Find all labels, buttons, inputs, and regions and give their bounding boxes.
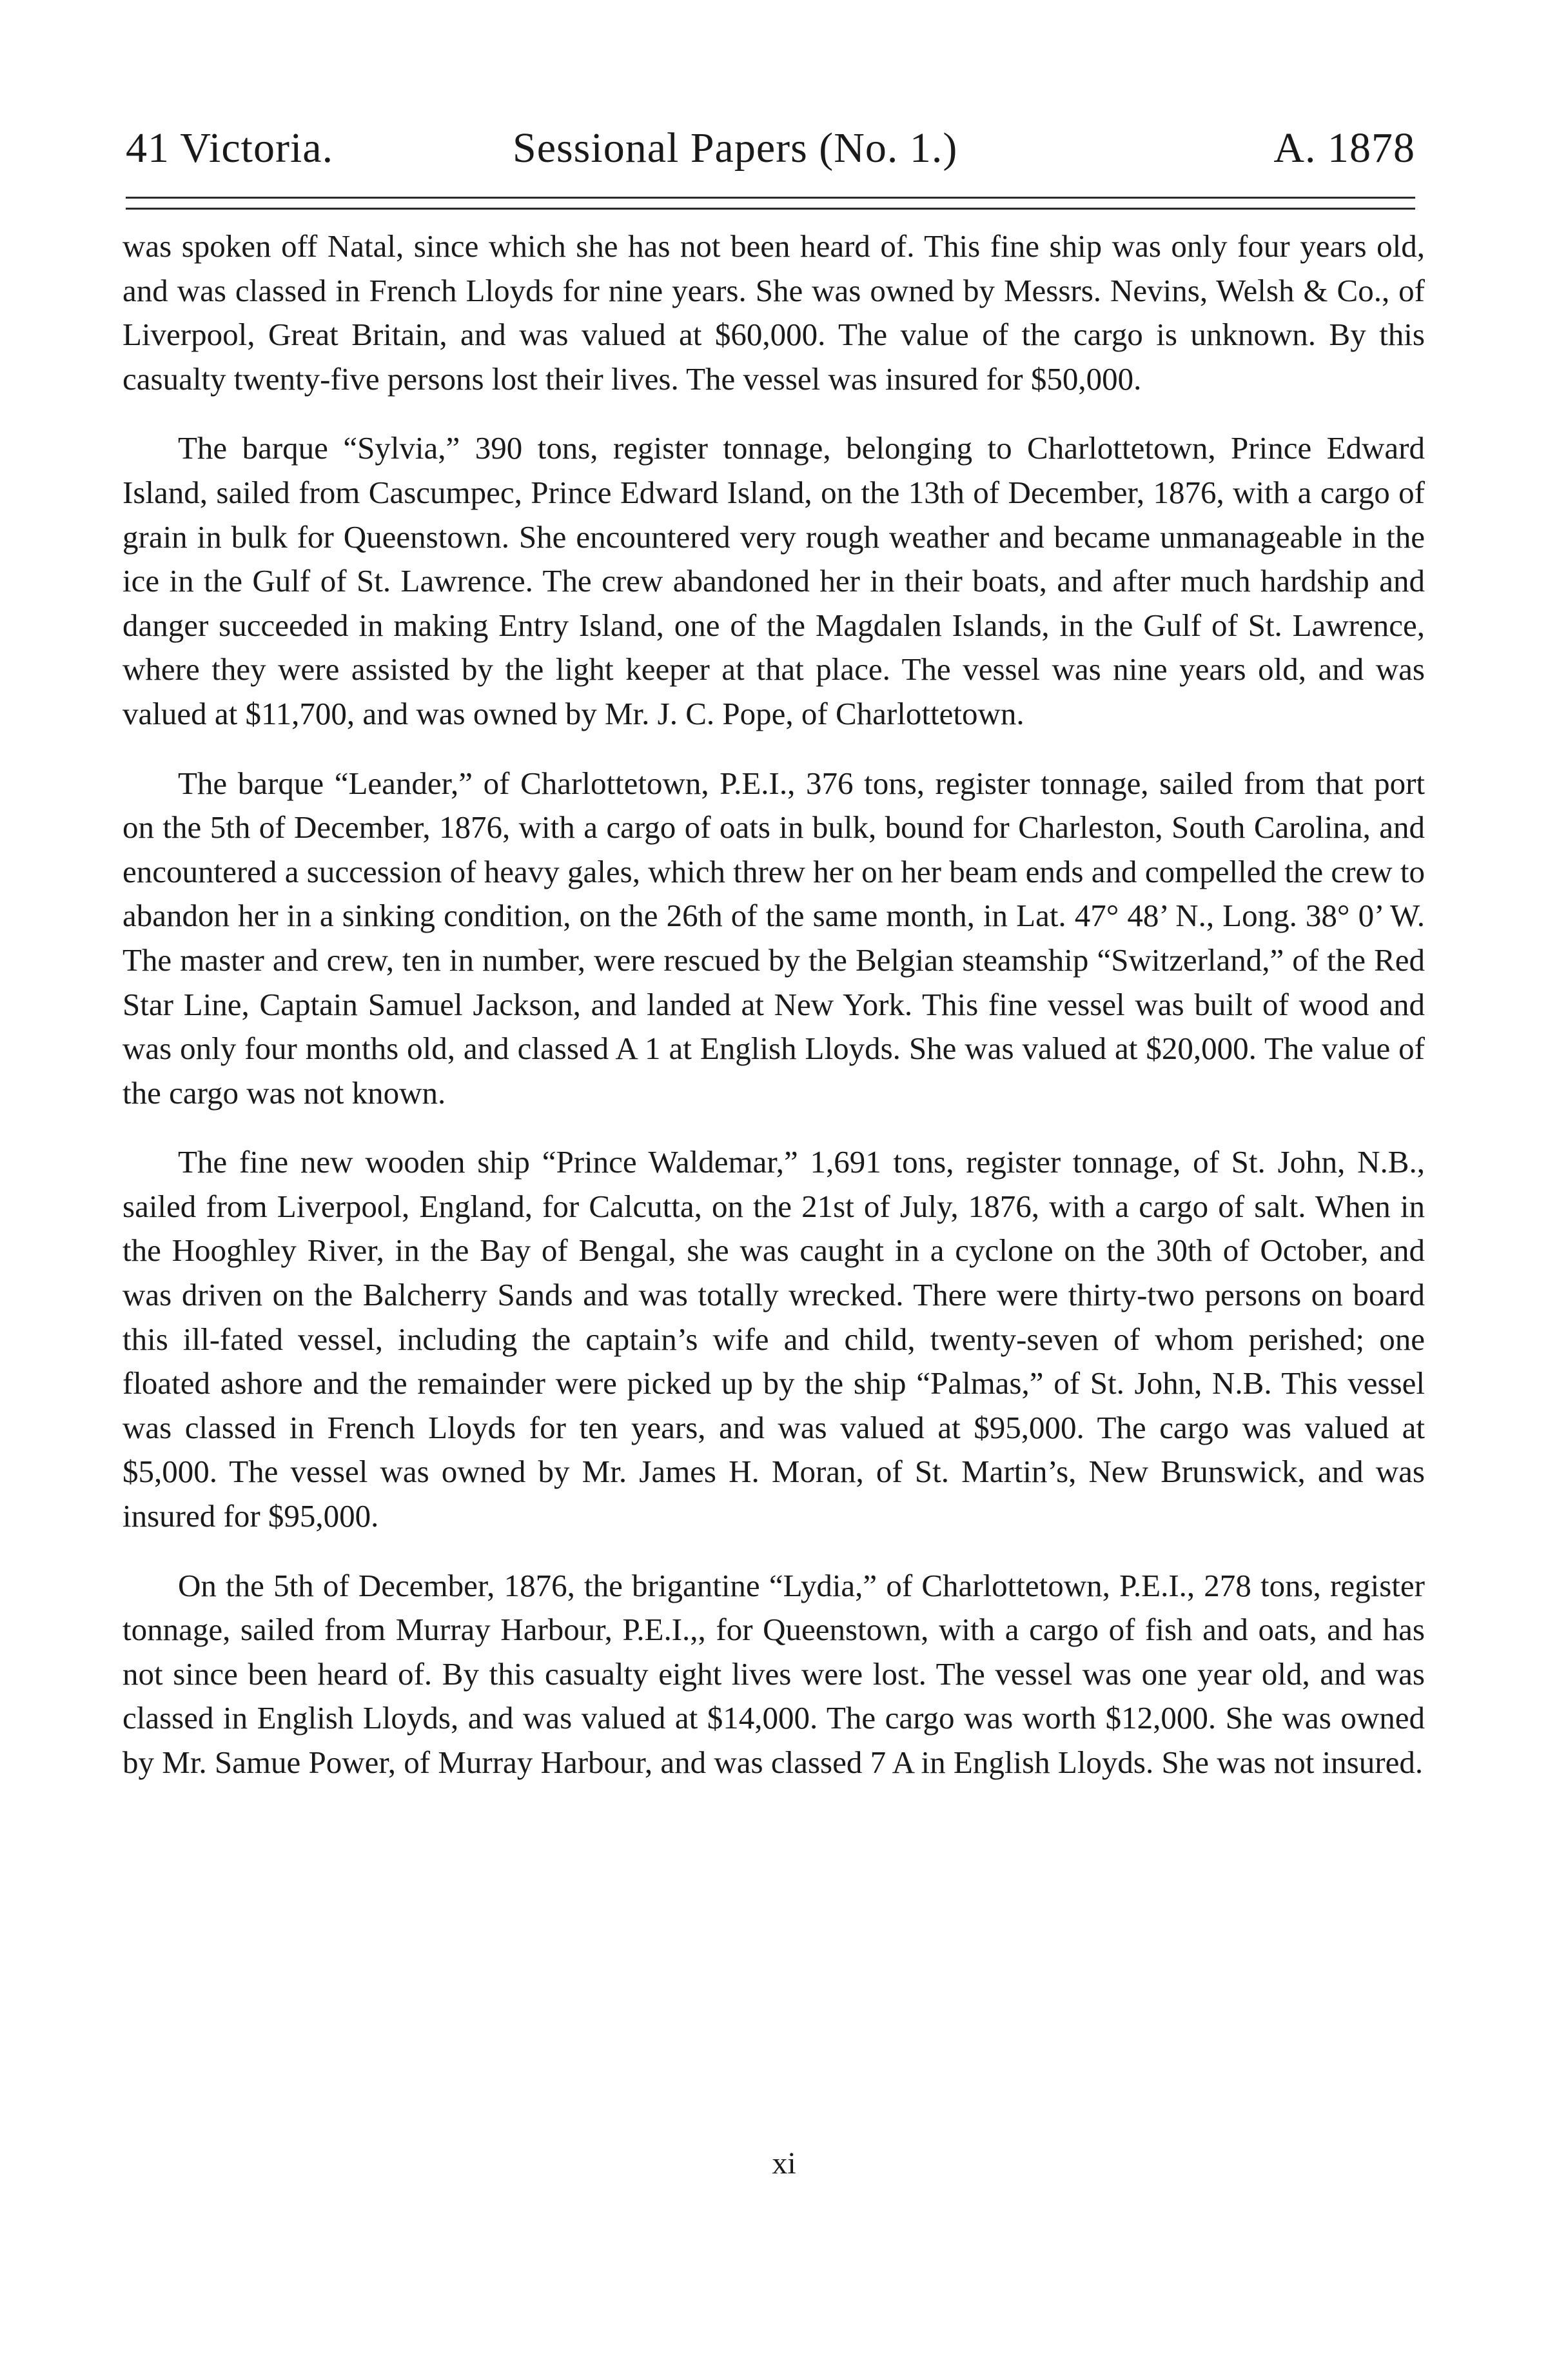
header-rule-top bbox=[126, 197, 1415, 199]
page-number: xi bbox=[772, 2146, 796, 2181]
running-head-title: Sessional Papers (No. 1.) bbox=[513, 124, 958, 172]
paragraph-sylvia: The barque “Sylvia,” 390 tons, register tonnage, belonging to Charlottetown, Prince Edward Island, sailed from Cascumpec, Prince Edward Island, on the 13th of December, 1876, with a cargo of grain in bulk for Queenstown. She encountered very rough weather and became unmanageable in the ice in the Gulf of St. Lawrence. The crew abandoned her in their boats, and after much hardship and danger succeeded in making Entry Island, one of the Magdalen Islands, in the Gulf of St. Lawrence, where they were assisted by the light keeper at that place. The vessel was nine years old, and was valued at $11,700, and was owned by Mr. J. C. Pope, of Charlottetown. bbox=[122, 430, 1425, 731]
body-text bbox=[122, 224, 1425, 1810]
header-rule-bottom bbox=[126, 208, 1415, 210]
running-head bbox=[126, 110, 1415, 187]
paragraph-natal-continued: was spoken off Natal, since which she has not been heard of. This fine ship was only four years old, and was classed in French Lloyds for nine years. She was owned by Messrs. Nevins, Welsh & Co., of Liverpool, Great Britain, and was valued at $60,000. The value of the cargo is unknown. By this casualty twenty-five persons lost their lives. The vessel was insured for $50,000. bbox=[122, 228, 1425, 397]
paragraph-lydia: On the 5th of December, 1876, the brigantine “Lydia,” of Charlottetown, P.E.I., 278 tons, register tonnage, sailed from Murray Harbour, P.E.I.,, for Queenstown, with a cargo of fish and oats, and has not since been heard of. By this casualty eight lives were lost. The vessel was one year old, and was classed in English Lloyds, and was valued at $14,000. The cargo was worth $12,000. She was owned by Mr. Samue Power, of Murray Harbour, and was classed 7 A in English Lloyds. She was not insured. bbox=[122, 1567, 1425, 1780]
running-head-right: A. 1878 bbox=[1273, 124, 1415, 172]
paragraph-leander: The barque “Leander,” of Charlottetown, P.E.I., 376 tons, register tonnage, sailed from that port on the 5th of December, 1876, with a cargo of oats in bulk, bound for Charleston, South Carolina, and encountered a succession of heavy gales, which threw her on her beam ends and compelled the crew to abandon her in a sinking condition, on the 26th of the same month, in Lat. 47° 48’ N., Long. 38° 0’ W. The master and crew, ten in number, were rescued by the Belgian steamship “Switzerland,” of the Red Star Line, Captain Samuel Jackson, and landed at New York. This fine vessel was built of wood and was only four months old, and classed A 1 at English Lloyds. She was valued at $20,000. The value of the cargo was not known. bbox=[122, 765, 1425, 1111]
paragraph-prince-waldemar: The fine new wooden ship “Prince Waldemar,” 1,691 tons, register tonnage, of St. John, N.B., sailed from Liverpool, England, for Calcutta, on the 21st of July, 1876, with a cargo of salt. When in the Hooghley River, in the Bay of Bengal, she was caught in a cyclone on the 30th of October, and was driven on the Balcherry Sands and was totally wrecked. There were thirty-two persons on board this ill-fated vessel, including the captain’s wife and child, twenty-seven of whom perished; one floated ashore and the remainder were picked up by the ship “Palmas,” of St. John, N.B. This vessel was classed in French Lloyds for ten years, and was valued at $95,000. The cargo was valued at $5,000. The vessel was owned by Mr. James H. Moran, of St. Martin’s, New Brunswick, and was insured for $95,000. bbox=[122, 1144, 1425, 1534]
running-head-left: 41 Victoria. bbox=[126, 124, 334, 172]
